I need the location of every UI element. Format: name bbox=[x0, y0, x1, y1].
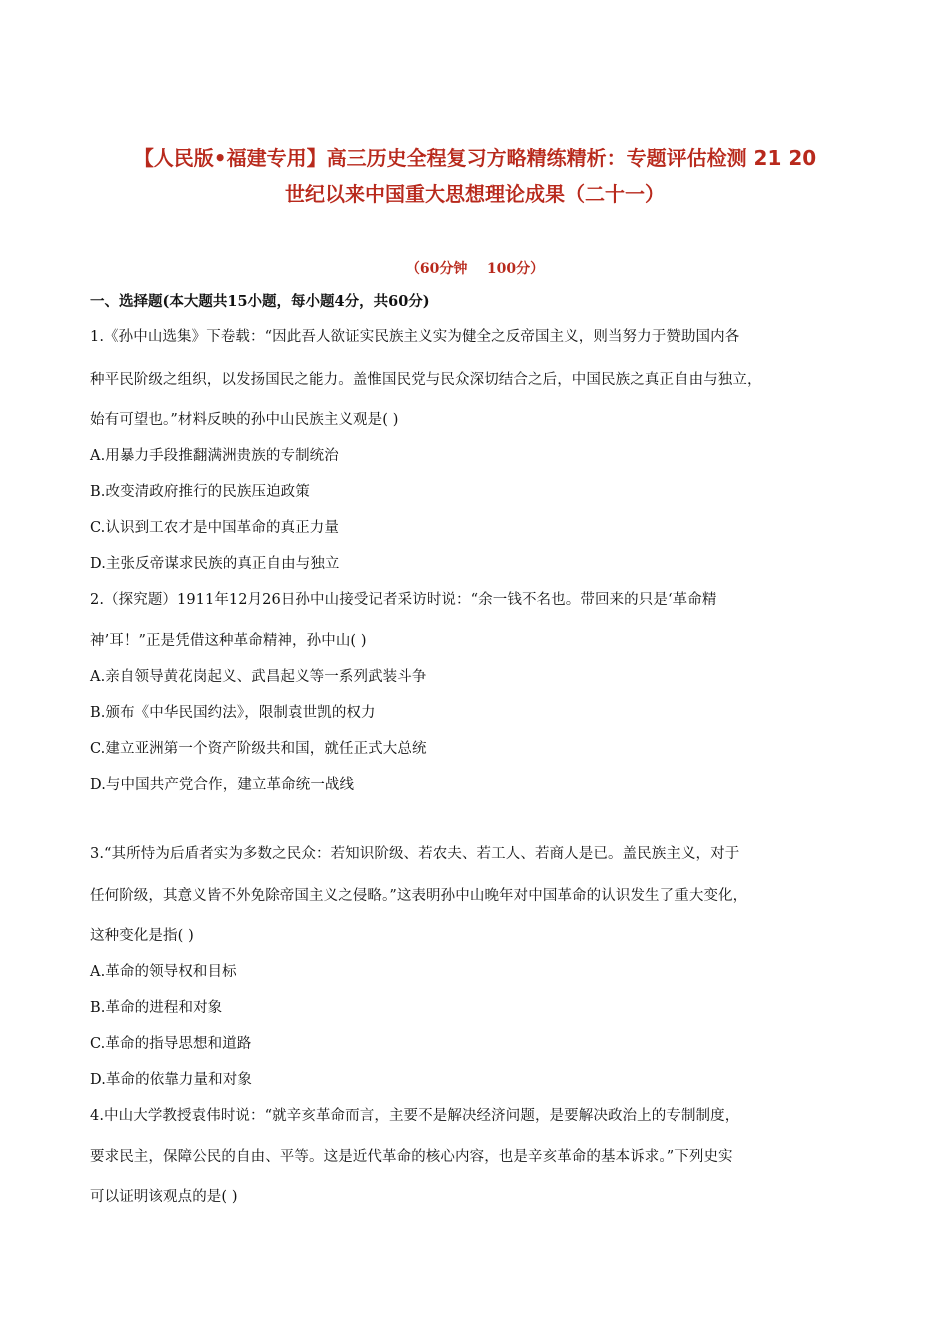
q3-option-c: C.革命的指导思想和道路 bbox=[90, 1036, 252, 1052]
time-score-note: （60分钟 100分） bbox=[405, 261, 545, 277]
q1-option-b: B.改变清政府推行的民族压迫政策 bbox=[90, 484, 310, 500]
q4-stem-line-3: 可以证明该观点的是( ) bbox=[90, 1189, 238, 1205]
q4-stem-line-2: 要求民主，保障公民的自由、平等。这是近代革命的核心内容，也是辛亥革命的基本诉求。”下列史实 bbox=[90, 1149, 733, 1165]
q2-stem-line-2: 神’耳！”正是凭借这种革命精神，孙中山( ) bbox=[90, 633, 367, 649]
q3-option-b: B.革命的进程和对象 bbox=[90, 1000, 223, 1016]
q1-option-c: C.认识到工农才是中国革命的真正力量 bbox=[90, 520, 339, 536]
q1-stem-line-3: 始有可望也。”材料反映的孙中山民族主义观是( ) bbox=[90, 412, 399, 428]
q3-stem-line-1: 3.“其所恃为后盾者实为多数之民众：若知识阶级、若农夫、若工人、若商人是已。盖民族主义，对于 bbox=[90, 846, 740, 862]
q2-stem-line-1: 2.（探究题）1911年12月26日孙中山接受记者采访时说：“余一钱不名也。带回来的只是‘革命精 bbox=[90, 592, 717, 608]
q2-option-a: A.亲自领导黄花岗起义、武昌起义等一系列武装斗争 bbox=[90, 669, 427, 685]
q3-stem-line-3: 这种变化是指( ) bbox=[90, 928, 194, 944]
document-title bbox=[70, 140, 880, 212]
title-line-1: 【人民版•福建专用】高三历史全程复习方略精练精析：专题评估检测 21 20 bbox=[133, 146, 817, 170]
q1-option-d: D.主张反帝谋求民族的真正自由与独立 bbox=[90, 556, 340, 572]
q2-option-c: C.建立亚洲第一个资产阶级共和国，就任正式大总统 bbox=[90, 741, 427, 757]
title-line-2: 世纪以来中国重大思想理论成果（二十一） bbox=[285, 182, 665, 206]
q1-option-a: A.用暴力手段推翻满洲贵族的专制统治 bbox=[90, 448, 339, 464]
q1-stem-line-1: 1.《孙中山选集》下卷载：“因此吾人欲证实民族主义实为健全之反帝国主义，则当努力于赞助国内各 bbox=[90, 329, 740, 345]
q4-stem-line-1: 4.中山大学教授袁伟时说：“就辛亥革命而言，主要不是解决经济问题，是要解决政治上的专制制度， bbox=[90, 1108, 740, 1124]
q2-option-b: B.颁布《中华民国约法》，限制袁世凯的权力 bbox=[90, 705, 376, 721]
q2-option-d: D.与中国共产党合作，建立革命统一战线 bbox=[90, 777, 355, 793]
q3-stem-line-2: 任何阶级，其意义皆不外免除帝国主义之侵略。”这表明孙中山晚年对中国革命的认识发生了重大变化， bbox=[90, 888, 748, 904]
section-heading: 一、选择题(本大题共15小题，每小题4分，共60分) bbox=[90, 293, 430, 310]
q3-option-d: D.革命的依靠力量和对象 bbox=[90, 1072, 252, 1088]
q3-option-a: A.革命的领导权和目标 bbox=[90, 964, 237, 980]
q1-stem-line-2: 种平民阶级之组织，以发扬国民之能力。盖惟国民党与民众深切结合之后，中国民族之真正自由与独立， bbox=[90, 372, 762, 388]
